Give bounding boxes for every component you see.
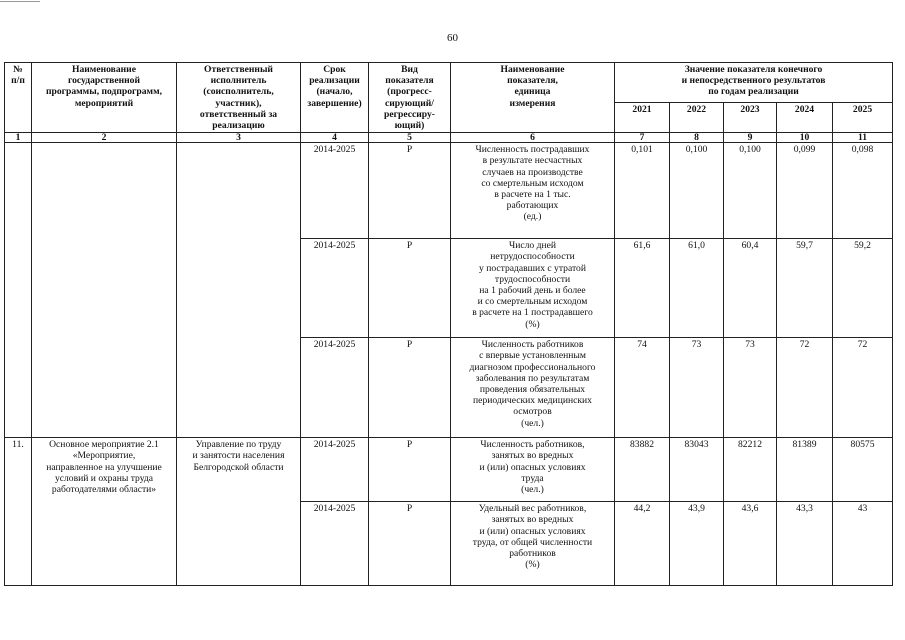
column-number: 3 [177, 133, 301, 143]
row-period: 2014-2025 [301, 239, 369, 338]
column-number: 11 [833, 133, 893, 143]
row-responsible-cell: Управление по труду и занятости населения Белгородской области [177, 438, 301, 586]
header-year: 2023 [724, 102, 777, 133]
row-value: 83043 [670, 438, 724, 502]
row-indicator: Удельный вес работников, занятых во вредных и (или) опасных условиях труда, от общей численности работников (%) [451, 502, 615, 586]
row-period: 2014-2025 [301, 438, 369, 502]
row-type: Р [369, 438, 451, 502]
row-value: 82212 [724, 438, 777, 502]
row-value: 81389 [777, 438, 833, 502]
row-period: 2014-2025 [301, 502, 369, 586]
row-value: 80575 [833, 438, 893, 502]
column-number: 8 [670, 133, 724, 143]
row-responsible-cell [177, 143, 301, 438]
row-program-cell [32, 143, 177, 438]
header-type: Вид показателя (прогресс- сирующий/ регрессиру- ющий) [369, 63, 451, 133]
column-number: 6 [451, 133, 615, 143]
column-number: 10 [777, 133, 833, 143]
indicators-table [4, 62, 893, 586]
row-value: 0,101 [615, 143, 670, 239]
header-indicator: Наименование показателя, единица измерения [451, 63, 615, 133]
row-type: Р [369, 338, 451, 438]
row-value: 0,100 [670, 143, 724, 239]
header-row [5, 63, 893, 103]
header-responsible: Ответственный исполнитель (соисполнитель, участник), ответственный за реализацию [177, 63, 301, 133]
table-row [5, 143, 893, 239]
row-value: 43,3 [777, 502, 833, 586]
row-value: 43,6 [724, 502, 777, 586]
row-value: 83882 [615, 438, 670, 502]
row-value: 73 [670, 338, 724, 438]
row-period: 2014-2025 [301, 338, 369, 438]
row-value: 74 [615, 338, 670, 438]
row-period: 2014-2025 [301, 143, 369, 239]
row-value: 60,4 [724, 239, 777, 338]
row-num-cell [5, 143, 32, 438]
row-value: 73 [724, 338, 777, 438]
row-type: Р [369, 502, 451, 586]
header-program: Наименование государственной программы, подпрограмм, мероприятий [32, 63, 177, 133]
column-number: 2 [32, 133, 177, 143]
page-number: 60 [447, 32, 458, 44]
row-value: 72 [833, 338, 893, 438]
row-value: 0,098 [833, 143, 893, 239]
header-year: 2024 [777, 102, 833, 133]
header-period: Срок реализации (начало, завершение) [301, 63, 369, 133]
row-indicator: Численность работников с впервые установленным диагнозом профессионального заболевания по результатам проведения обязательных периодических медицинских осмотров (чел.) [451, 338, 615, 438]
row-value: 72 [777, 338, 833, 438]
column-numbers-row [5, 133, 893, 143]
top-rule [0, 1, 40, 2]
row-value: 61,0 [670, 239, 724, 338]
row-value: 0,099 [777, 143, 833, 239]
row-value: 43 [833, 502, 893, 586]
row-value: 61,6 [615, 239, 670, 338]
column-number: 4 [301, 133, 369, 143]
row-type: Р [369, 239, 451, 338]
row-value: 59,2 [833, 239, 893, 338]
table-row [5, 438, 893, 502]
row-type: Р [369, 143, 451, 239]
header-year: 2025 [833, 102, 893, 133]
header-year: 2022 [670, 102, 724, 133]
header-num: № п/п [5, 63, 32, 133]
column-number: 7 [615, 133, 670, 143]
row-value: 43,9 [670, 502, 724, 586]
column-number: 5 [369, 133, 451, 143]
row-num-cell: 11. [5, 438, 32, 586]
column-number: 1 [5, 133, 32, 143]
row-value: 0,100 [724, 143, 777, 239]
row-value: 44,2 [615, 502, 670, 586]
header-year: 2021 [615, 102, 670, 133]
row-value: 59,7 [777, 239, 833, 338]
header-values-group: Значение показателя конечного и непосредственного результатов по годам реализации [615, 63, 893, 103]
column-number: 9 [724, 133, 777, 143]
row-indicator: Число дней нетрудоспособности у пострадавших с утратой трудоспособности на 1 рабочий день и более и со смертельным исходом в расчете на 1 пострадавшего (%) [451, 239, 615, 338]
row-program-cell: Основное мероприятие 2.1 «Мероприятие, направленное на улучшение условий и охраны труда работодателями области» [32, 438, 177, 586]
row-indicator: Численность пострадавших в результате несчастных случаев на производстве со смертельным исходом в расчете на 1 тыс. работающих (ед.) [451, 143, 615, 239]
row-indicator: Численность работников, занятых во вредных и (или) опасных условиях труда (чел.) [451, 438, 615, 502]
